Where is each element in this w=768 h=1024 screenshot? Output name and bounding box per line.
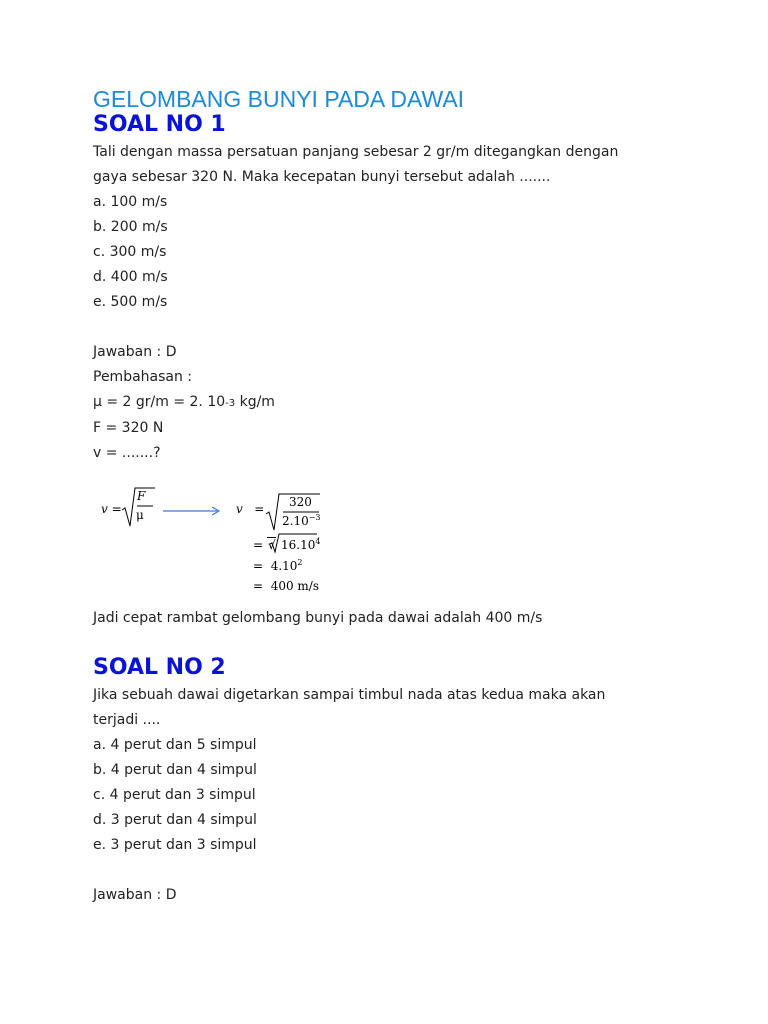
formula-right-v: v = [236, 502, 265, 516]
formula-F: F [137, 489, 146, 503]
option-a: a. 4 perut dan 5 simpul [93, 737, 257, 753]
soal-1-question [93, 140, 693, 190]
f-line: F = 320 N [93, 420, 164, 436]
velocity-formula [93, 484, 693, 602]
formula-step2-value: 16.10$^4$ [281, 537, 321, 552]
arrow-right-icon [163, 506, 223, 516]
option-c: c. 4 perut dan 3 simpul [93, 787, 256, 803]
soal-1-options [93, 190, 693, 315]
option-b: b. 200 m/s [93, 219, 168, 235]
formula-den: $2.10^{-3}$ [282, 513, 321, 528]
conclusion: Jadi cepat rambat gelombang bunyi pada dawai adalah 400 m/s [93, 610, 543, 626]
soal-1-explanation [93, 340, 693, 466]
option-c: c. 300 m/s [93, 244, 167, 260]
v-line: v = .......? [93, 445, 161, 461]
formula-num: 320 [289, 495, 312, 509]
document-page [93, 86, 693, 908]
question-line: Tali dengan massa persatuan panjang sebesar 2 gr/m ditegangkan dengan [93, 144, 619, 160]
option-d: d. 400 m/s [93, 269, 168, 285]
soal-2-heading: SOAL NO 2 [93, 655, 226, 680]
formula-step4: = 400 m/s [253, 579, 320, 593]
formula-step3: = 4.10$^2$ [253, 558, 303, 573]
formula-step2: = √ [253, 538, 276, 552]
option-d: d. 3 perut dan 4 simpul [93, 812, 257, 828]
answer: Jawaban : D [93, 887, 177, 903]
document-title: GELOMBANG BUNYI PADA DAWAI [93, 86, 465, 112]
question-line: gaya sebesar 320 N. Maka kecepatan bunyi tersebut adalah ....... [93, 169, 551, 185]
option-b: b. 4 perut dan 4 simpul [93, 762, 257, 778]
answer: Jawaban : D [93, 344, 177, 360]
option-e: e. 500 m/s [93, 294, 168, 310]
option-a: a. 100 m/s [93, 194, 168, 210]
explanation-label: Pembahasan : [93, 369, 193, 385]
question-line: terjadi .... [93, 712, 161, 728]
formula-left: v = [101, 502, 122, 516]
mu-line: μ = 2 gr/m = 2. 10-3 kg/m [93, 394, 275, 410]
option-e: e. 3 perut dan 3 simpul [93, 837, 257, 853]
soal-2-options [93, 733, 693, 858]
question-line: Jika sebuah dawai digetarkan sampai timbul nada atas kedua maka akan [93, 687, 606, 703]
formula-mu: μ [136, 508, 144, 522]
soal-2-question [93, 683, 693, 733]
soal-1-heading: SOAL NO 1 [93, 112, 226, 137]
